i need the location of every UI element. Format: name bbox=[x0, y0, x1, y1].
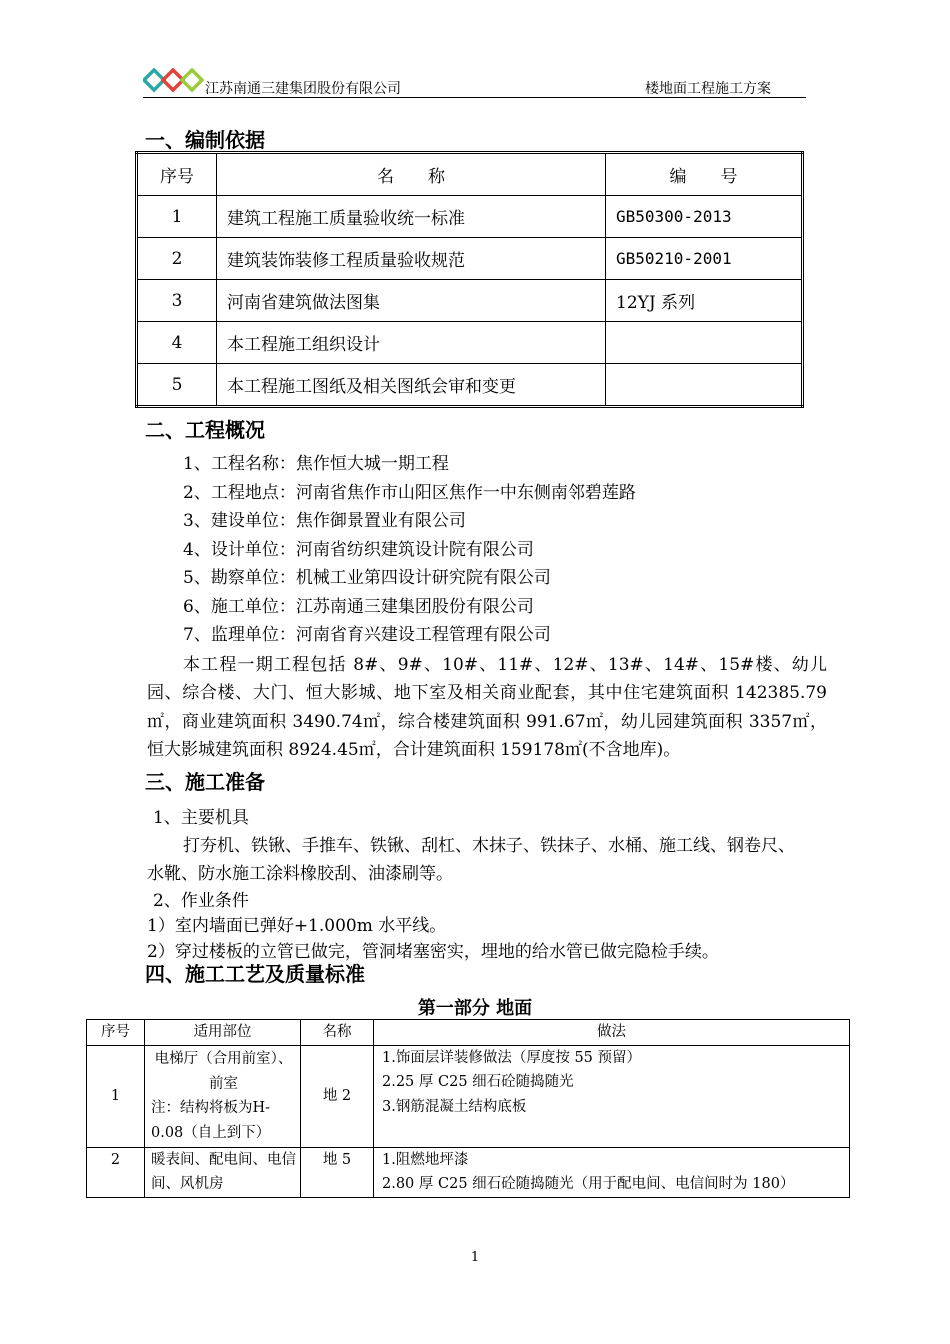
subheading-tools: 1、主要机具 bbox=[153, 808, 249, 828]
location-line: 暖表间、配电间、电信 bbox=[151, 1151, 296, 1168]
standard-code: GB50300-2013 bbox=[606, 196, 803, 238]
standard-code: GB50210-2001 bbox=[606, 238, 803, 280]
project-info-item: 3、建设单位：焦作御景置业有限公司 bbox=[183, 511, 466, 531]
section-4-title: 四、施工工艺及质量标准 bbox=[145, 962, 365, 986]
table-row bbox=[137, 322, 803, 364]
row-number: 2 bbox=[137, 238, 217, 280]
project-info-item: 7、监理单位：河南省育兴建设工程管理有限公司 bbox=[183, 625, 551, 645]
location-cell bbox=[145, 1045, 301, 1147]
row-number: 2 bbox=[87, 1147, 145, 1197]
method-name: 地 2 bbox=[301, 1045, 374, 1147]
location-cell bbox=[145, 1147, 301, 1197]
table-row bbox=[87, 1147, 850, 1197]
method-step: 1.饰面层详装修做法（厚度按 55 预留） bbox=[382, 1049, 642, 1066]
condition-item: 1）室内墙面已弹好+1.000m 水平线。 bbox=[147, 916, 447, 936]
standard-name: 河南省建筑做法图集 bbox=[217, 280, 606, 322]
column-header: 适用部位 bbox=[145, 1020, 301, 1046]
floor-method-table bbox=[86, 1019, 850, 1198]
project-info-item: 4、设计单位：河南省纺织建筑设计院有限公司 bbox=[183, 540, 534, 560]
page-number: 1 bbox=[470, 1250, 480, 1265]
location-line: 0.08（自上到下） bbox=[151, 1124, 271, 1141]
method-step: 1.阻燃地坪漆 bbox=[382, 1151, 469, 1168]
header-company: 江苏南通三建集团股份有限公司 bbox=[205, 81, 401, 97]
location-line: 间、风机房 bbox=[151, 1176, 224, 1192]
column-header: 名 称 bbox=[217, 153, 606, 196]
table-row bbox=[137, 196, 803, 238]
row-number: 3 bbox=[137, 280, 217, 322]
column-header: 名称 bbox=[301, 1020, 374, 1046]
standard-name: 建筑装饰装修工程质量验收规范 bbox=[217, 238, 606, 280]
method-cell bbox=[374, 1147, 850, 1197]
method-name: 地 5 bbox=[301, 1147, 374, 1197]
standard-code: 12YJ 系列 bbox=[606, 280, 803, 322]
location-line: 前室 bbox=[209, 1075, 238, 1092]
project-info-item: 6、施工单位：江苏南通三建集团股份有限公司 bbox=[183, 597, 534, 617]
section-1-title: 一、编制依据 bbox=[145, 128, 265, 152]
method-step: 3.钢筋混凝土结构底板 bbox=[382, 1098, 527, 1115]
project-info-item: 1、工程名称：焦作恒大城一期工程 bbox=[183, 454, 449, 474]
column-header: 序号 bbox=[137, 153, 217, 196]
condition-item: 2）穿过楼板的立管已做完，管洞堵塞密实，埋地的给水管已做完隐检手续。 bbox=[147, 942, 719, 962]
project-summary-paragraph: 本工程一期工程包括 8#、9#、10#、11#、12#、13#、14#、15#楼、幼儿园、综合楼、大门、恒大影城、地下室及相关商业配套，其中住宅建筑面积 142385.79㎡，商业建筑面积 3490.74㎡，综合楼建筑面积 991.67㎡，幼儿园建筑面积 3357㎡，恒大影城建筑面积 8924.45㎡，合计建筑面积 159178㎡(不含地库)。 bbox=[147, 655, 827, 760]
row-number: 1 bbox=[137, 196, 217, 238]
table-row bbox=[137, 238, 803, 280]
table-header-row bbox=[87, 1020, 850, 1046]
section-3-title: 三、施工准备 bbox=[145, 770, 265, 794]
method-step: 2.80 厚 C25 细石砼随捣随光（用于配电间、电信间时为 180） bbox=[382, 1176, 795, 1192]
tools-text: 打夯机、铁锹、手推车、铁锹、刮杠、木抹子、铁抹子、水桶、施工线、钢卷尺、 bbox=[183, 836, 795, 856]
project-info-item: 5、勘察单位：机械工业第四设计研究院有限公司 bbox=[183, 568, 551, 588]
standard-code bbox=[606, 322, 803, 364]
project-info-item: 2、工程地点：河南省焦作市山阳区焦作一中东侧南邻碧莲路 bbox=[183, 483, 636, 503]
row-number: 5 bbox=[137, 364, 217, 407]
method-cell bbox=[374, 1045, 850, 1147]
header-doc-title: 楼地面工程施工方案 bbox=[645, 81, 771, 97]
table-row bbox=[137, 364, 803, 407]
location-line: 电梯厅（合用前室）、 bbox=[154, 1051, 293, 1067]
table-row bbox=[137, 280, 803, 322]
method-step: 2.25 厚 C25 细石砼随捣随光 bbox=[382, 1074, 574, 1090]
standard-name: 本工程施工组织设计 bbox=[217, 322, 606, 364]
row-number: 1 bbox=[87, 1045, 145, 1147]
company-logo bbox=[143, 68, 205, 94]
section-2-title: 二、工程概况 bbox=[145, 418, 265, 442]
part-title: 第一部分 地面 bbox=[417, 998, 533, 1019]
subheading-conditions: 2、作业条件 bbox=[153, 891, 249, 911]
row-number: 4 bbox=[137, 322, 217, 364]
column-header: 编 号 bbox=[606, 153, 803, 196]
table-header-row bbox=[137, 153, 803, 196]
column-header: 序号 bbox=[87, 1020, 145, 1046]
column-header: 做法 bbox=[374, 1020, 850, 1046]
standard-code bbox=[606, 364, 803, 407]
standard-name: 本工程施工图纸及相关图纸会审和变更 bbox=[217, 364, 606, 407]
header-divider bbox=[143, 97, 806, 98]
basis-table bbox=[135, 151, 804, 408]
standard-name: 建筑工程施工质量验收统一标准 bbox=[217, 196, 606, 238]
table-row bbox=[87, 1045, 850, 1147]
location-line: 注：结构将板为H- bbox=[151, 1100, 271, 1116]
tools-text: 水靴、防水施工涂料橡胶刮、油漆刷等。 bbox=[147, 864, 453, 884]
